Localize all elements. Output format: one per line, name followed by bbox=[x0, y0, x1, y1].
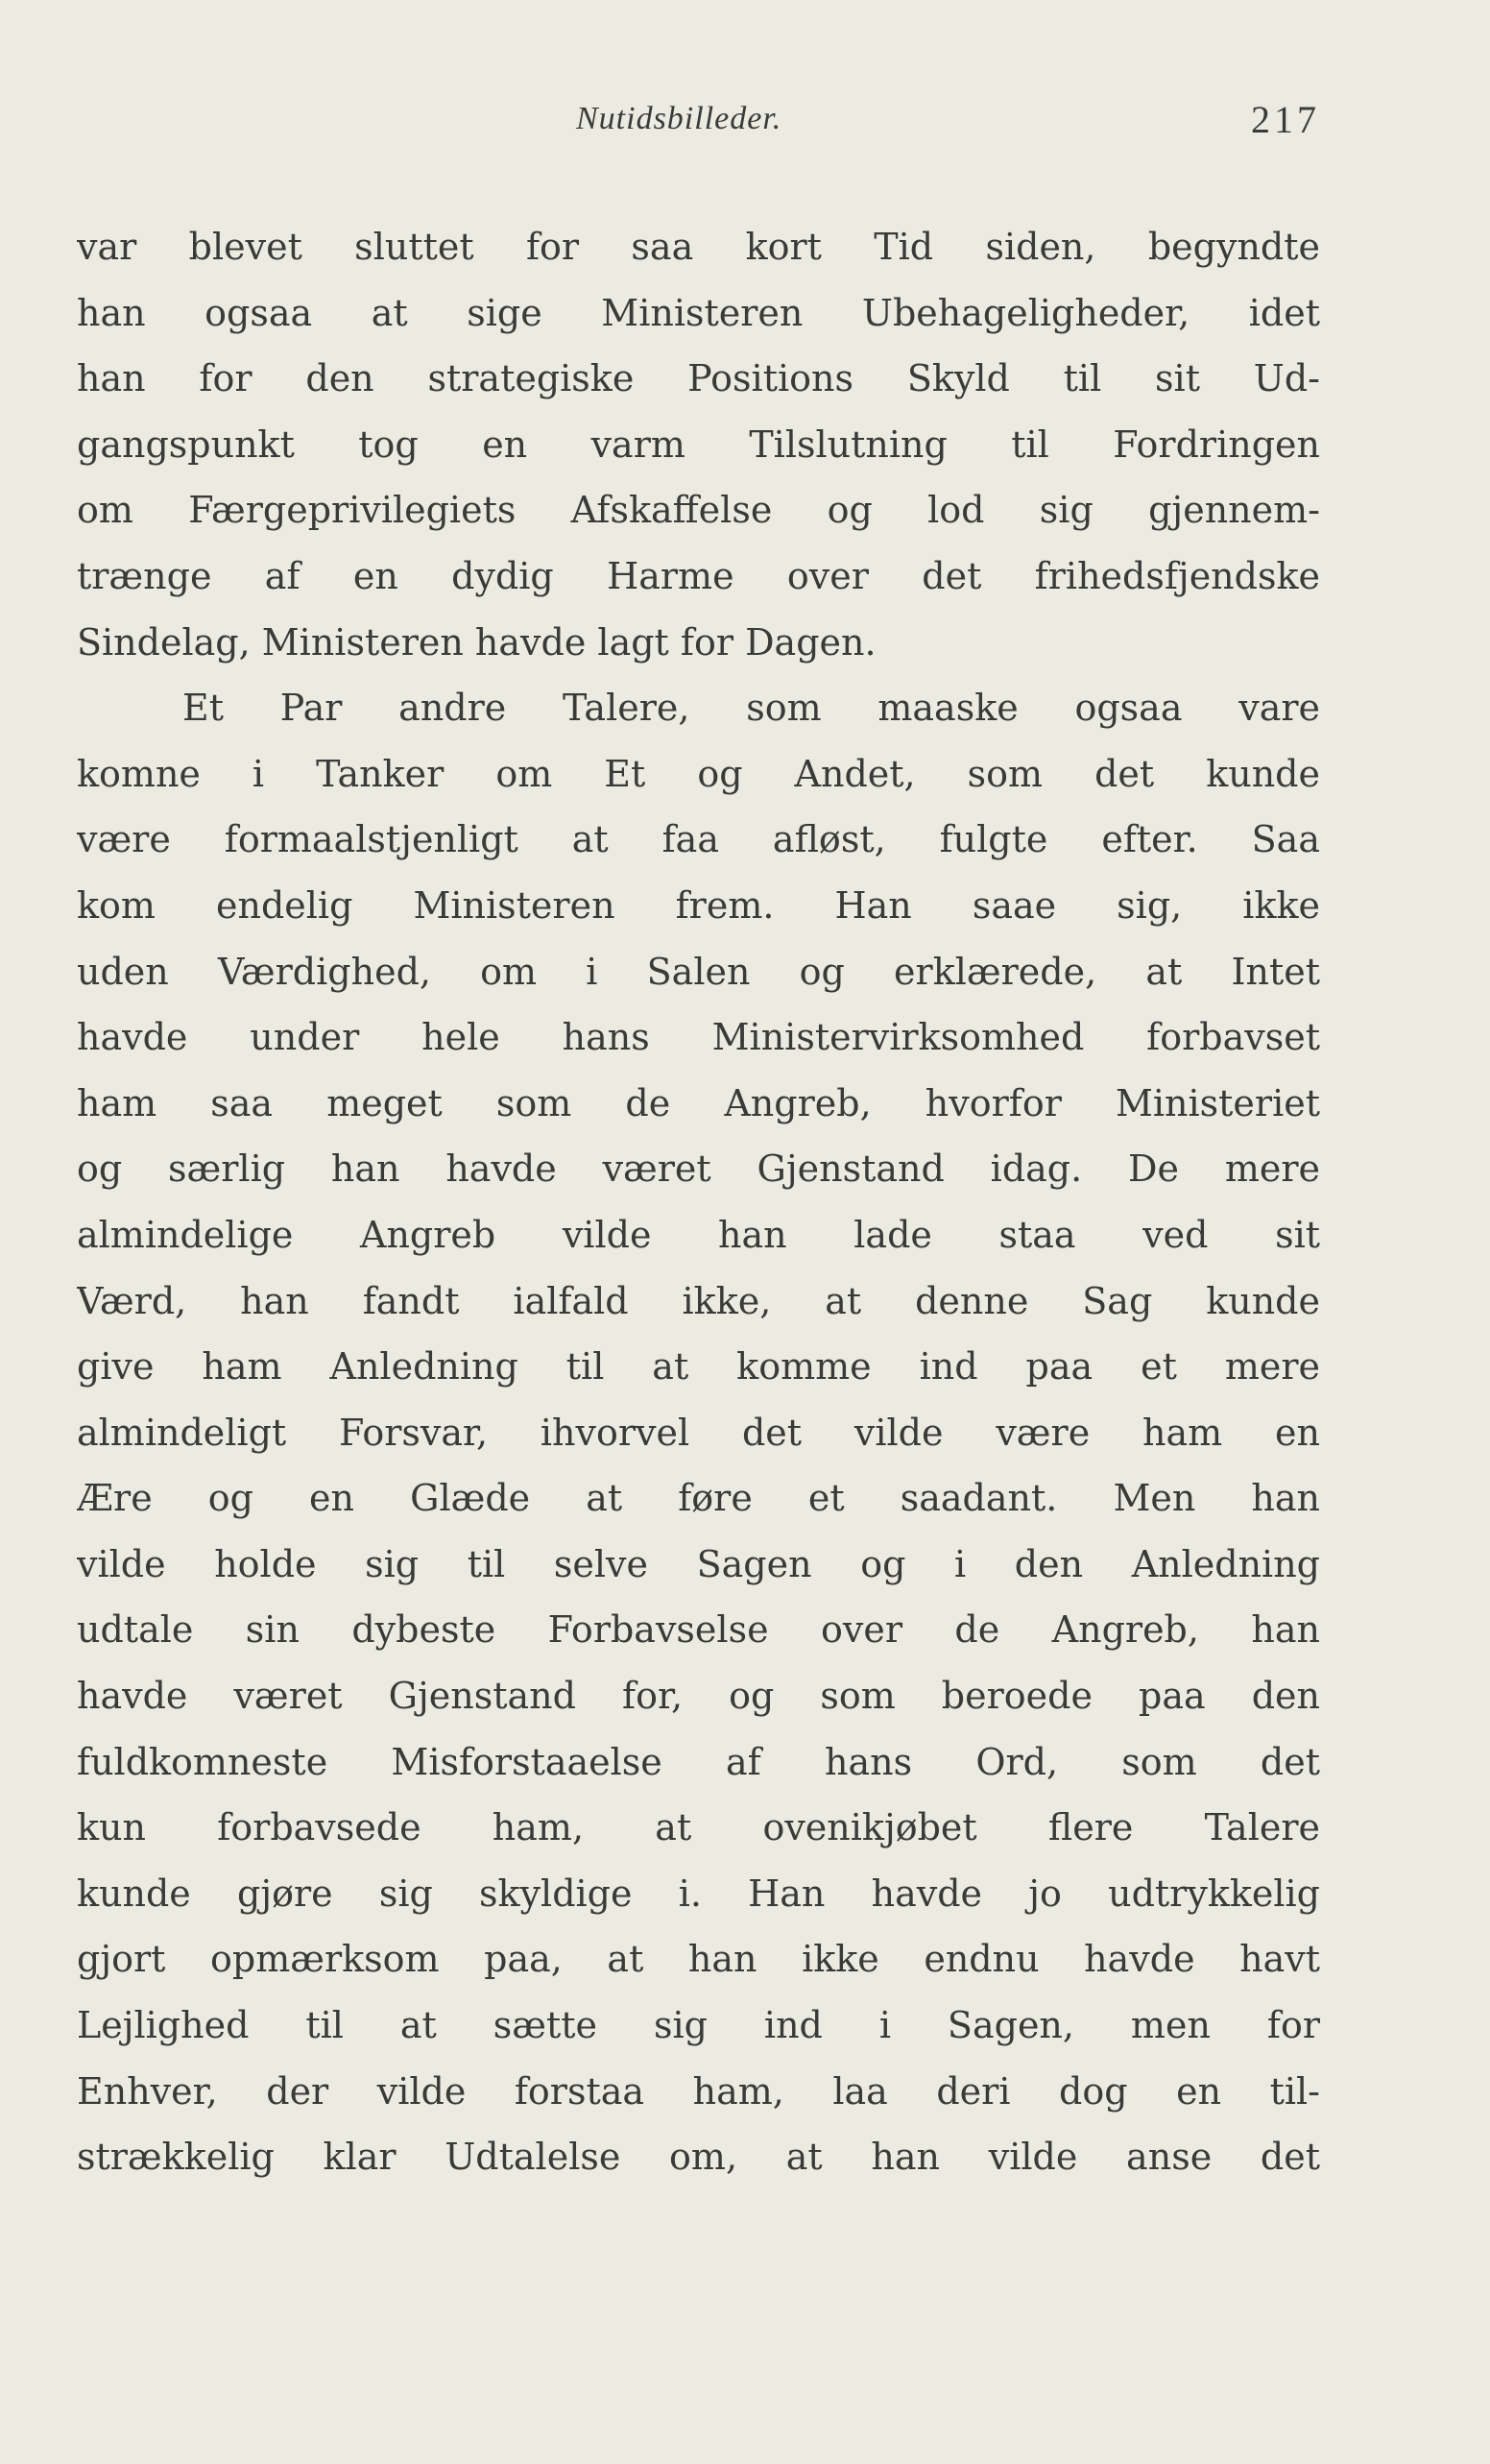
text-line: Sindelag, Ministeren havde lagt for Dagen. bbox=[77, 620, 877, 664]
text-line: ham saa meget som de Angreb, hvorfor Ministeriet bbox=[77, 1081, 1320, 1124]
text-line: og særlig han havde været Gjenstand idag. De mere bbox=[77, 1147, 1320, 1191]
text-line: om Færgeprivilegiets Afskaffelse og lod sig gjennem- bbox=[77, 489, 1320, 532]
text-line: give ham Anledning til at komme ind paa et mere bbox=[77, 1345, 1320, 1389]
text-line: almindelige Angreb vilde han lade staa ved sit bbox=[77, 1213, 1320, 1256]
paragraph bbox=[77, 675, 1320, 2190]
text-body bbox=[77, 214, 1320, 2190]
text-line: kun forbavsede ham, at ovenikjøbet flere Talere bbox=[77, 1806, 1320, 1849]
text-line: vilde holde sig til selve Sagen og i den Anledning bbox=[77, 1542, 1320, 1585]
text-line: være formaalstjenligt at faa afløst, fulgte efter. Saa bbox=[77, 818, 1320, 861]
text-line: Enhver, der vilde forstaa ham, laa deri dog en til- bbox=[77, 2069, 1320, 2113]
text-line: trænge af en dydig Harme over det frihedsfjendske bbox=[77, 554, 1320, 597]
text-line: han ogsaa at sige Ministeren Ubehageligheder, idet bbox=[77, 291, 1320, 334]
text-line: udtale sin dybeste Forbavselse over de Angreb, han bbox=[77, 1608, 1320, 1652]
running-title: Nutidsbilleder. bbox=[576, 101, 782, 136]
text-line: almindeligt Forsvar, ihvorvel det vilde være ham en bbox=[77, 1411, 1320, 1454]
page-header bbox=[77, 98, 1320, 149]
text-line: uden Værdighed, om i Salen og erklærede, at Intet bbox=[77, 950, 1320, 993]
text-line: var blevet sluttet for saa kort Tid siden, begyndte bbox=[77, 226, 1320, 268]
text-line: Lejlighed til at sætte sig ind i Sagen, men for bbox=[77, 2004, 1320, 2047]
text-line: komne i Tanker om Et og Andet, som det kunde bbox=[77, 752, 1320, 795]
text-line: fuldkomneste Misforstaaelse af hans Ord, som det bbox=[77, 1740, 1320, 1783]
paragraph bbox=[77, 214, 1320, 675]
text-line: gjort opmærksom paa, at han ikke endnu havde havt bbox=[77, 1938, 1320, 1981]
page-number: 217 bbox=[1251, 98, 1320, 141]
text-line: Ære og en Glæde at føre et saadant. Men han bbox=[77, 1477, 1320, 1520]
text-line: Værd, han fandt ialfald ikke, at denne Sag kunde bbox=[77, 1279, 1320, 1322]
text-line: havde været Gjenstand for, og som beroede paa den bbox=[77, 1675, 1320, 1718]
text-line: strækkelig klar Udtalelse om, at han vilde anse det bbox=[77, 2136, 1320, 2179]
text-line: kunde gjøre sig skyldige i. Han havde jo udtrykkelig bbox=[77, 1872, 1320, 1915]
text-line: kom endelig Ministeren frem. Han saae sig, ikke bbox=[77, 883, 1320, 927]
text-line: han for den strategiske Positions Skyld til sit Ud- bbox=[77, 357, 1320, 400]
text-line: Et Par andre Talere, som maaske ogsaa vare bbox=[182, 687, 1320, 730]
text-line: havde under hele hans Ministervirksomhed forbavset bbox=[77, 1016, 1320, 1059]
text-line: gangspunkt tog en varm Tilslutning til Fordringen bbox=[77, 423, 1320, 466]
